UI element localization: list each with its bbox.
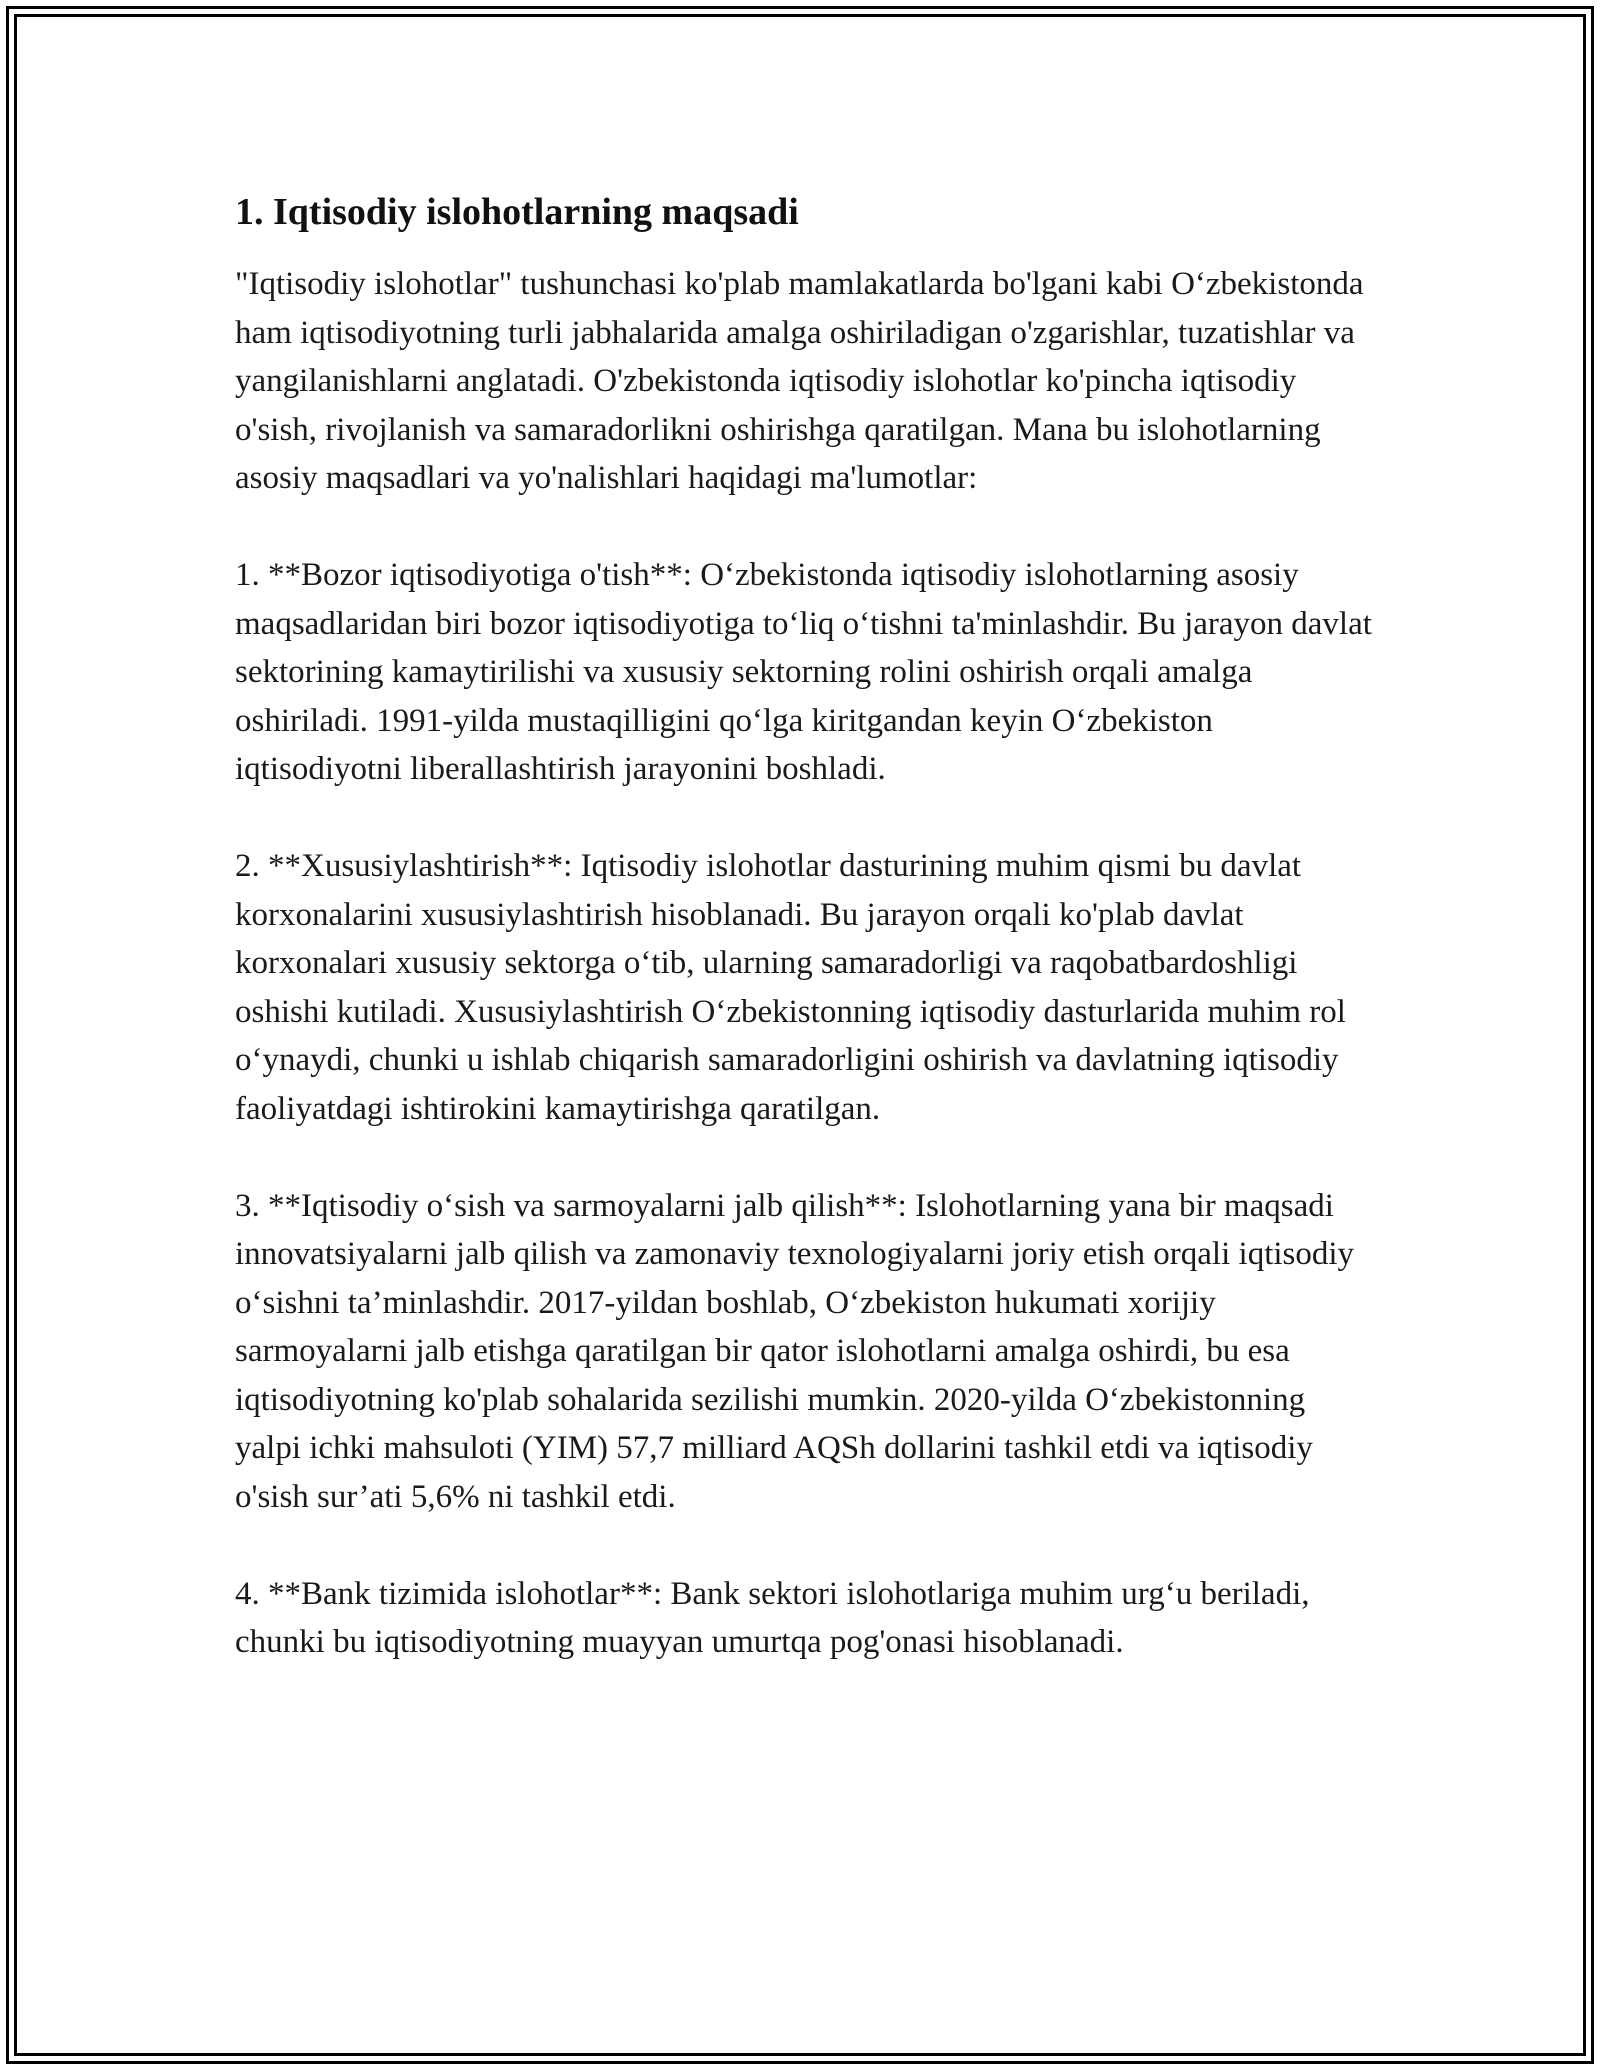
list-item-economic-growth: 3. **Iqtisodiy oʻsish va sarmoyalarni jalb qilish**: Islohotlarning yana bir maqsadi innovatsiyalarni jalb qilish va zamonaviy texnologiyalarni joriy etish orqali iqtisodiy oʻsishni ta’minlashdir. 2017-yildan boshlab, Oʻzbekiston hukumati xorijiy sarmoyalarni jalb etishga qaratilgan bir qator islohotlarni amalga oshirdi, bu esa iqtisodiyotning ko'plab sohalarida sezilishi mumkin. 2020-yilda Oʻzbekistonning yalpi ichki mahsuloti (YIM) 57,7 milliard AQSh dollarini tashkil etdi va iqtisodiy o'sish sur’ati 5,6% ni tashkil etdi. bbox=[235, 1187, 1355, 1515]
intro-paragraph: "Iqtisodiy islohotlar" tushunchasi ko'plab mamlakatlarda bo'lgani kabi Oʻzbekistonda ham iqtisodiyotning turli jabhalarida amalga oshiriladigan o'zgarishlar, tuzatishlar va yangilanishlarni anglatadi. O'zbekistonda iqtisodiy islohotlar ko'pincha iqtisodiy o'sish, rivojlanish va samaradorlikni oshirishga qaratilgan. Mana bu islohotlarning asosiy maqsadlari va yo'nalishlari haqidagi ma'lumotlar: bbox=[235, 266, 1364, 496]
document-body bbox=[235, 188, 1375, 1667]
list-item-banking-reform: 4. **Bank tizimida islohotlar**: Bank sektori islohotlariga muhim urgʻu beriladi, chunki bu iqtisodiyotning muayyan umurtqa pog'onasi hisoblanadi. bbox=[235, 1575, 1310, 1660]
list-item-privatization: 2. **Xususiylashtirish**: Iqtisodiy islohotlar dasturining muhim qismi bu davlat korxonalarini xususiylashtirish hisoblanadi. Bu jarayon orqali ko'plab davlat korxonalari xususiy sektorga oʻtib, ularning samaradorligi va raqobatbardoshligi oshishi kutiladi. Xususiylashtirish Oʻzbekistonning iqtisodiy dasturlarida muhim rol oʻynaydi, chunki u ishlab chiqarish samaradorligini oshirish va davlatning iqtisodiy faoliyatdagi ishtirokini kamaytirishga qaratilgan. bbox=[235, 848, 1346, 1127]
section-heading: 1. Iqtisodiy islohotlarning maqsadi bbox=[235, 191, 799, 233]
list-item-market-economy: 1. **Bozor iqtisodiyotiga o'tish**: Oʻzbekistonda iqtisodiy islohotlarning asosiy maqsadlaridan biri bozor iqtisodiyotiga toʻliq oʻtishni ta'minlashdir. Bu jarayon davlat sektorining kamaytirilishi va xususiy sektorning rolini oshirish orqali amalga oshiriladi. 1991-yilda mustaqilligini qoʻlga kiritgandan keyin Oʻzbekiston iqtisodiyotni liberallashtirish jarayonini boshladi. bbox=[235, 557, 1372, 787]
